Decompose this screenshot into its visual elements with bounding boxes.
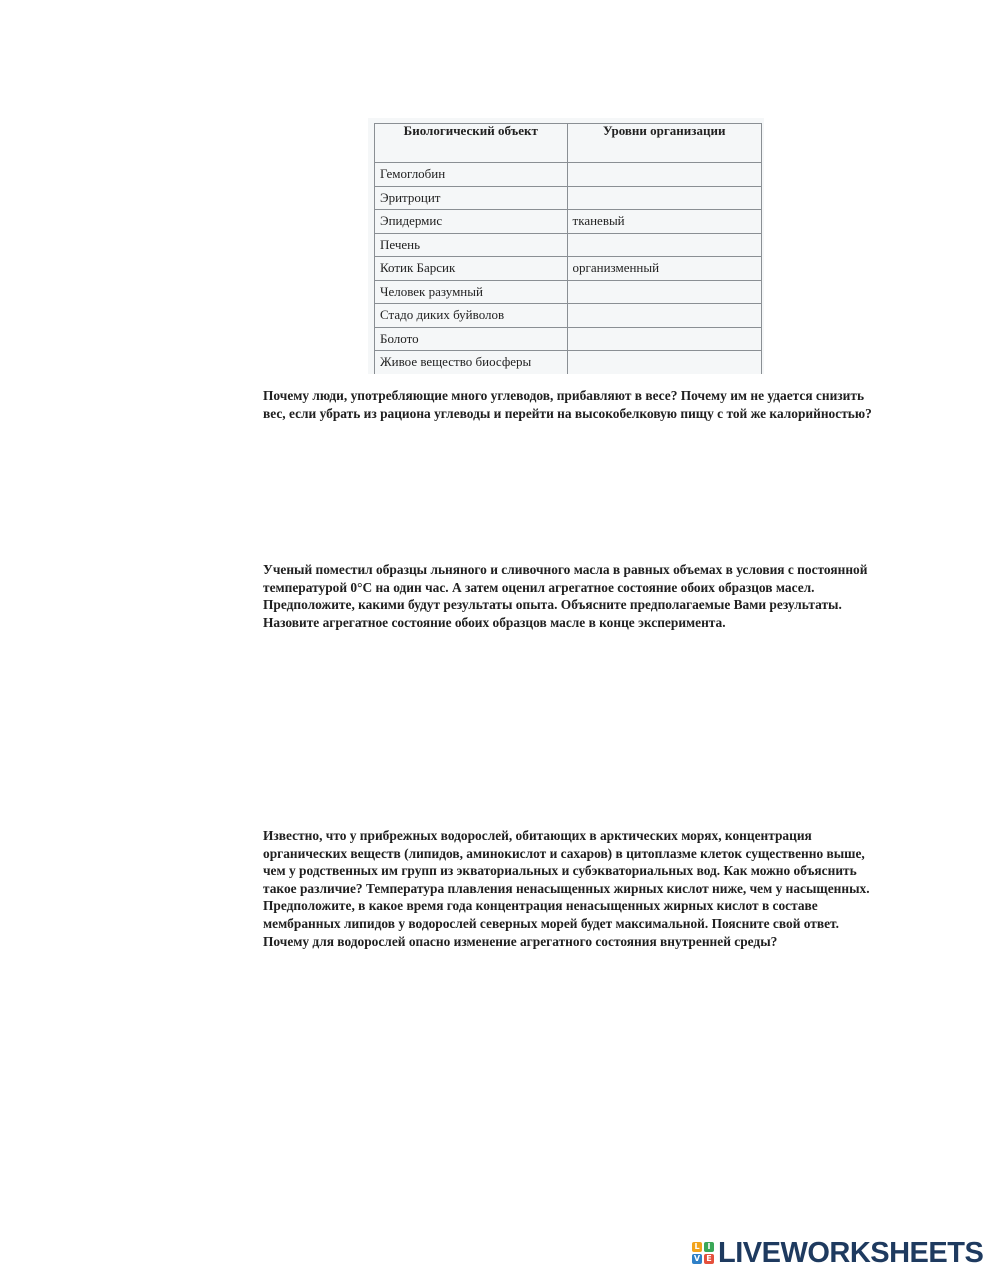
- table-row: [375, 280, 762, 304]
- question-carbohydrates: Почему люди, употребляющие много углеводов, прибавляют в весе? Почему им не удается снизить вес, если убрать из рациона углеводы и перейти на высокобелковую пищу с той же калорийностью?: [263, 388, 872, 421]
- cell-object: Болото: [375, 327, 568, 351]
- cell-object: Человек разумный: [375, 280, 568, 304]
- cell-level: [567, 280, 761, 304]
- cell-object: Гемоглобин: [375, 163, 568, 187]
- logo-mark-i: I: [704, 1242, 714, 1252]
- cell-level: организменный: [567, 257, 761, 281]
- cell-level: [567, 304, 761, 328]
- header-object: Биологический объект: [375, 124, 568, 163]
- table-row: [375, 233, 762, 257]
- liveworksheets-logo: [692, 1236, 983, 1270]
- logo-mark-v: V: [693, 1254, 701, 1263]
- cell-object: Котик Барсик: [375, 257, 568, 281]
- cell-level: [567, 233, 761, 257]
- table-row: [375, 351, 762, 375]
- question-oil-experiment: Ученый поместил образцы льняного и сливочного масла в равных объемах в условия с постоянной температурой 0°С на один час. А затем оценил агрегатное состояние обоих образцов масел. Предположите, какими будут результаты опыта. Объясните предполагаемые Вами результаты. Назовите агрегатное состояние обоих образцов масле в конце эксперимента.: [263, 562, 868, 630]
- levels-table: [374, 123, 762, 374]
- table-row: [375, 304, 762, 328]
- logo-text: LIVEWORKSHEETS: [718, 1236, 984, 1269]
- cell-level: [567, 327, 761, 351]
- table-header-row: [375, 124, 762, 163]
- table-row: [375, 327, 762, 351]
- header-level: Уровни организации: [567, 124, 761, 163]
- table-row: [375, 210, 762, 234]
- levels-table-image: [368, 118, 764, 374]
- cell-object: Стадо диких буйволов: [375, 304, 568, 328]
- logo-mark-e: E: [704, 1254, 714, 1264]
- cell-object: Эритроцит: [375, 186, 568, 210]
- cell-level: [567, 186, 761, 210]
- cell-level: тканевый: [567, 210, 761, 234]
- table-row: [375, 186, 762, 210]
- cell-object: Эпидермис: [375, 210, 568, 234]
- cell-level: [567, 163, 761, 187]
- question-arctic-algae: Известно, что у прибрежных водорослей, обитающих в арктических морях, концентрация органических веществ (липидов, аминокислот и сахаров) в цитоплазме клеток существенно выше, чем у родственных им групп из экваториальных и субэкваториальных вод. Как можно объяснить такое различие? Температура плавления ненасыщенных жирных кислот ниже, чем у насыщенных. Предположите, в какое время года концентрация ненасыщенных жирных кислот в составе мембранных липидов у водорослей северных морей будет максимальной. Поясните свой ответ. Почему для водорослей опасно изменение агрегатного состояния внутренней среды?: [263, 828, 870, 949]
- cell-level: [567, 351, 761, 375]
- logo-mark-l: L: [692, 1242, 702, 1252]
- table-row: [375, 257, 762, 281]
- cell-object: Живое вещество биосферы: [375, 351, 568, 375]
- logo-mark-icon: [692, 1242, 714, 1264]
- cell-object: Печень: [375, 233, 568, 257]
- table-row: [375, 163, 762, 187]
